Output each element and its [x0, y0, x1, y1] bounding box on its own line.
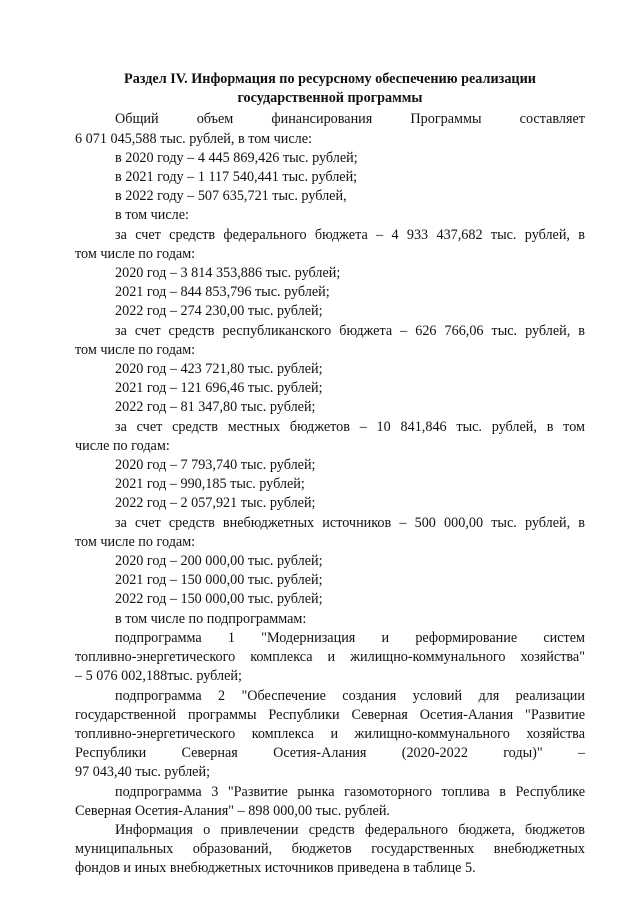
local-2020: 2020 год – 7 793,740 тыс. рублей;	[115, 457, 316, 474]
subprogram-3-line-2: Северная Осетия-Алания" – 898 000,00 тыс. рублей.	[75, 802, 390, 819]
extra-line-1: за счет средств внебюджетных источников – 500 000,00 тыс. рублей, в	[115, 514, 585, 531]
final-paragraph	[75, 821, 585, 879]
section-title-line-1: Раздел IV. Информация по ресурсному обеспечению реализации	[124, 71, 536, 87]
republic-line-2: том числе по годам:	[75, 341, 196, 358]
final-line-2: муниципальных образований, бюджетов государственных внебюджетных	[75, 841, 585, 858]
section-title-line-2: государственной программы	[237, 90, 423, 107]
republic-line-1: за счет средств республиканского бюджета – 626 766,06 тыс. рублей, в	[115, 322, 585, 339]
extra-budget-block	[75, 514, 585, 629]
extra-2021: 2021 год – 150 000,00 тыс. рублей;	[115, 572, 323, 589]
local-2021: 2021 год – 990,185 тыс. рублей;	[115, 476, 305, 493]
subprogram-1-line-3: – 5 076 002,188тыс. рублей;	[75, 668, 242, 685]
final-line-1: Информация о привлечении средств федерального бюджета, бюджетов	[115, 821, 585, 838]
republic-funding-block	[75, 322, 585, 418]
republic-2021: 2021 год – 121 696,46 тыс. рублей;	[115, 380, 323, 397]
final-line-3: фондов и иных внебюджетных источников приведена в таблице 5.	[75, 860, 476, 877]
federal-2020: 2020 год – 3 814 353,886 тыс. рублей;	[115, 265, 341, 282]
subprogram-1-block	[75, 629, 585, 687]
subprogram-2-line-5: 97 043,40 тыс. рублей;	[75, 764, 211, 781]
total-funding-line-2: 6 071 045,588 тыс. рублей, в том числе:	[75, 130, 312, 147]
total-funding-block	[75, 110, 585, 225]
subprogram-2-block	[75, 687, 585, 783]
republic-2022: 2022 год – 81 347,80 тыс. рублей;	[115, 399, 316, 416]
federal-funding-block	[75, 226, 585, 322]
total-2020: в 2020 году – 4 445 869,426 тыс. рублей;	[115, 149, 358, 166]
extra-line-2: том числе по годам:	[75, 533, 196, 550]
federal-line-2: том числе по годам:	[75, 245, 196, 262]
total-2022: в 2022 году – 507 635,721 тыс. рублей,	[115, 188, 347, 205]
subprogram-3-block	[75, 783, 585, 821]
local-line-2: числе по годам:	[75, 437, 170, 454]
federal-2022: 2022 год – 274 230,00 тыс. рублей;	[115, 303, 323, 320]
local-2022: 2022 год – 2 057,921 тыс. рублей;	[115, 495, 316, 512]
subprogram-2-line-4: Республики Северная Осетия-Алания (2020-2022 годы)" –	[75, 745, 585, 762]
subprogram-2-line-1: подпрограмма 2 "Обеспечение создания условий для реализации	[115, 687, 585, 704]
total-funding-line-1: Общий объем финансирования Программы составляет	[115, 111, 585, 128]
federal-2021: 2021 год – 844 853,796 тыс. рублей;	[115, 284, 330, 301]
federal-line-1: за счет средств федерального бюджета – 4 933 437,682 тыс. рублей, в	[115, 226, 585, 243]
total-including: в том числе:	[115, 207, 189, 224]
republic-2020: 2020 год – 423 721,80 тыс. рублей;	[115, 361, 323, 378]
subprogram-2-line-3: топливно-энергетического комплекса и жилищно-коммунального хозяйства	[75, 725, 585, 742]
extra-including: в том числе по подпрограммам:	[115, 610, 307, 627]
subprogram-3-line-1: подпрограмма 3 "Развитие рынка газомоторного топлива в Республике	[115, 783, 585, 800]
total-2021: в 2021 году – 1 117 540,441 тыс. рублей;	[115, 169, 358, 186]
local-funding-block	[75, 418, 585, 514]
subprogram-1-line-1: подпрограмма 1 "Модернизация и реформирование систем	[115, 629, 585, 646]
subprogram-1-line-2: топливно-энергетического комплекса и жилищно-коммунального хозяйства"	[75, 649, 585, 666]
extra-2022: 2022 год – 150 000,00 тыс. рублей;	[115, 591, 323, 608]
subprogram-2-line-2: государственной программы Республики Северная Осетия-Алания "Развитие	[75, 706, 585, 723]
local-line-1: за счет средств местных бюджетов – 10 841,846 тыс. рублей, в том	[115, 418, 585, 435]
section-title	[75, 70, 585, 108]
extra-2020: 2020 год – 200 000,00 тыс. рублей;	[115, 553, 323, 570]
document-page	[75, 70, 585, 879]
